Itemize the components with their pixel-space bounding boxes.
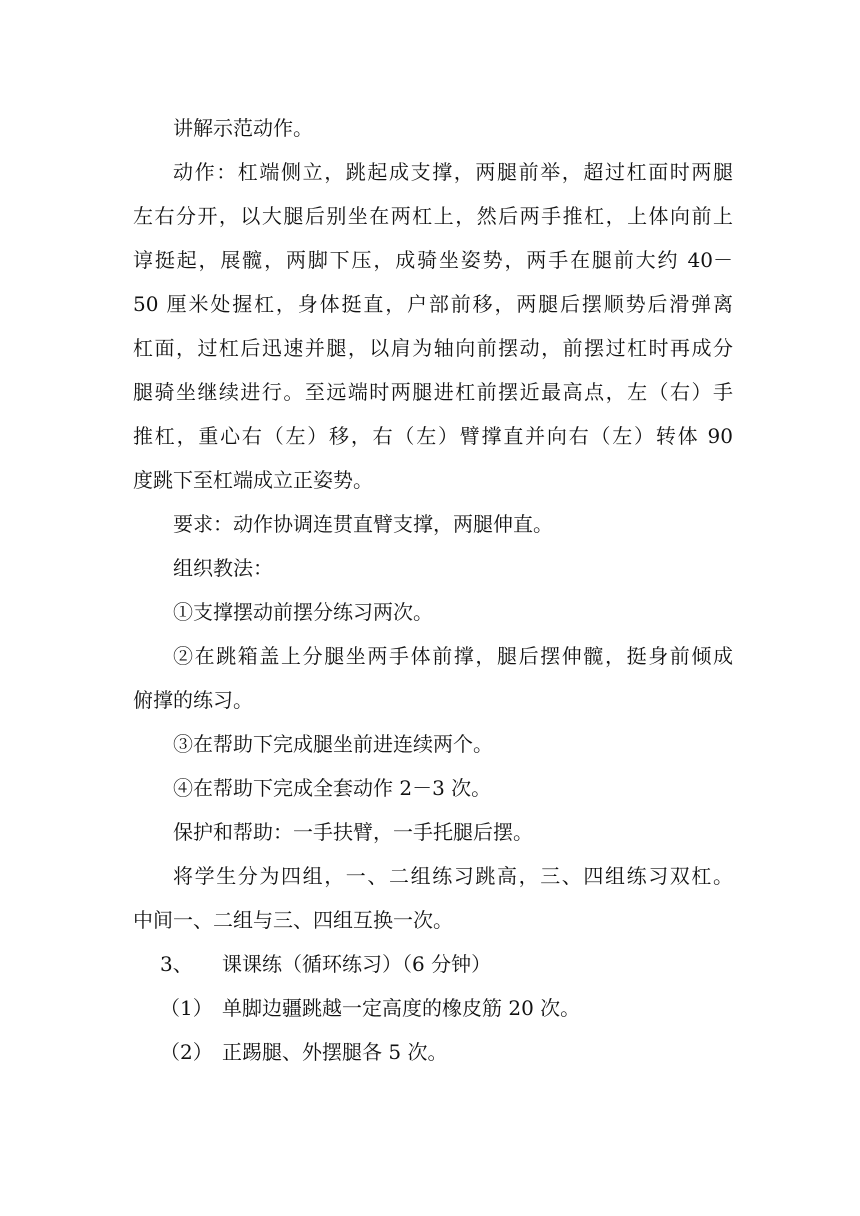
paragraph-grouping-line-1: 将学生分为四组，一、二组练习跳高，三、四组练习双杠。	[173, 864, 733, 888]
paragraph-grouping-line-2: 中间一、二组与三、四组互换一次。	[133, 908, 453, 932]
item-1-number: （1）	[160, 996, 213, 1020]
paragraph-action-line-6: 腿骑坐继续进行。至远端时两腿进杠前摆近最高点，左（右）手	[133, 380, 733, 404]
paragraph-action-line-7: 推杠，重心右（左）移，右（左）臂撑直并向右（左）转体 90	[133, 424, 733, 448]
paragraph-method-1: ①支撑摆动前摆分练习两次。	[173, 600, 433, 624]
paragraph-action-line-1: 动作：杠端侧立，跳起成支撑，两腿前举，超过杠面时两腿	[173, 160, 733, 184]
section-3-number: 3、	[160, 952, 193, 976]
section-3-title: 课课练（循环练习）（6 分钟）	[222, 952, 492, 976]
paragraph-method-2-line-2: 俯撑的练习。	[133, 688, 253, 712]
paragraph-action-line-8: 度跳下至杠端成立正姿势。	[133, 468, 373, 492]
paragraph-protection: 保护和帮助：一手扶臂，一手托腿后摆。	[173, 820, 533, 844]
item-2-text: 正踢腿、外摆腿各 5 次。	[222, 1040, 448, 1064]
paragraph-requirement: 要求：动作协调连贯直臂支撑，两腿伸直。	[173, 512, 553, 536]
paragraph-method-2-line-1: ②在跳箱盖上分腿坐两手体前撑，腿后摆伸髋，挺身前倾成	[173, 644, 733, 668]
paragraph-method-4: ④在帮助下完成全套动作 2－3 次。	[173, 776, 492, 800]
paragraph-action-line-3: 谆挺起，展髋，两脚下压，成骑坐姿势，两手在腿前大约 40－	[133, 248, 733, 272]
paragraph-intro: 讲解示范动作。	[173, 116, 313, 140]
paragraph-method-heading: 组织教法：	[173, 556, 273, 580]
paragraph-action-line-4: 50 厘米处握杠，身体挺直，户部前移，两腿后摆顺势后滑弹离	[133, 292, 733, 316]
paragraph-action-line-2: 左右分开，以大腿后别坐在两杠上，然后两手推杠，上体向前上	[133, 204, 733, 228]
item-2-number: （2）	[160, 1040, 213, 1064]
paragraph-method-3: ③在帮助下完成腿坐前进连续两个。	[173, 732, 493, 756]
item-1-text: 单脚边疆跳越一定高度的橡皮筋 20 次。	[222, 996, 581, 1020]
paragraph-action-line-5: 杠面，过杠后迅速并腿，以肩为轴向前摆动，前摆过杠时再成分	[133, 336, 733, 360]
